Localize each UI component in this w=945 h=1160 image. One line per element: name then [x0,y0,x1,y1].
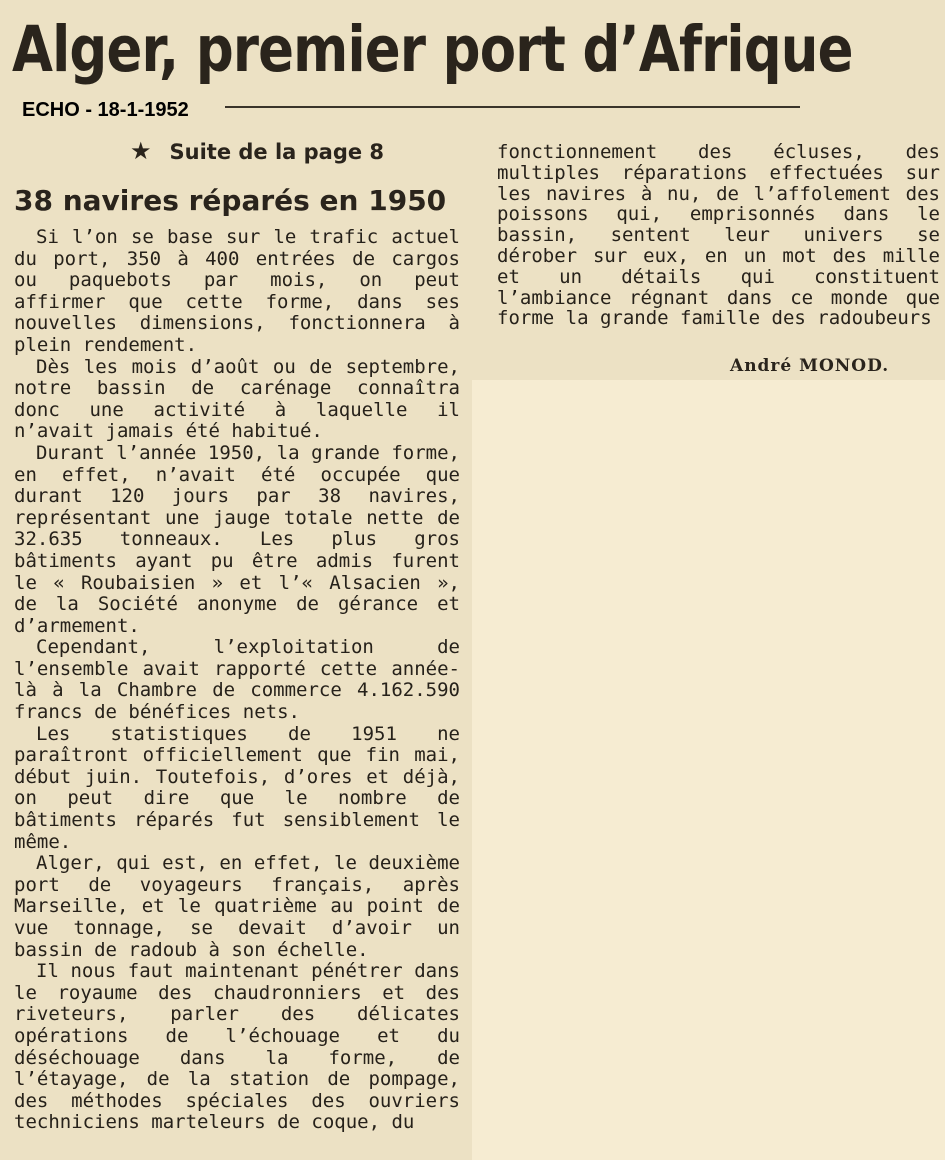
paragraph: Si l’on se base sur le trafic actuel du port, 350 à 400 entrées de cargos ou paquebots par mois, on peut affirmer que cette forme, dans ses nouvelles dimensions, fonctionnera à plein rendement. [14,226,460,356]
paragraph: fonctionnement des écluses, des multiples réparations effectuées sur les navires à nu, de l’affolement des poissons qui, emprisonnés dans le bassin, sentent leur univers se dérober sur eux, en un mot des mille et un détails qui constituent l’ambiance régnant dans ce monde que forme la grande famille des radoubeurs [497,141,940,330]
paragraph: Alger, qui est, en effet, le deuxième port de voyageurs français, après Marseille, et le quatrième au point de vue tonnage, se devait d’avoir un bassin de radoub à son échelle. [14,852,460,961]
paragraph: Les statistiques de 1951 ne paraîtront officiellement que fin mai, début juin. Toutefois, d’ores et déjà, on peut dire que le nombre de bâtiments réparés fut sensiblement le même. [14,722,460,853]
paragraph: Durant l’année 1950, la grande forme, en effet, n’avait été occupée que durant 120 jours par 38 navires, représentant une jauge totale nette de 32.635 tonneaux. Les plus gros bâtiments ayant pu être admis furent le « Roubaisien » et l’« Alsacien », de la Société anonyme de gérance et d’armement. [14,441,460,637]
paragraph: Cependant, l’exploitation de l’ensemble avait rapporté cette année-là à la Chambre de commerce 4.162.590 francs de bénéfices nets. [14,636,460,724]
continued-line [130,136,450,167]
star-icon: ★ [130,137,152,165]
source-caption: ECHO - 18-1-1952 [22,99,189,121]
continued-label: Suite de la page 8 [169,140,385,164]
headline: Alger, premier port d’Afrique [12,13,853,86]
left-column-text [14,227,460,1134]
author-signature: André MONOD. [730,356,890,376]
paragraph: Il nous faut maintenant pénétrer dans le royaume des chaudronniers et des riveteurs, parler des délicates opérations de l’échouage et du déséchouage dans la forme, de l’étayage, de la station de pompage, des méthodes spéciales des ouvriers techniciens marteleurs de coque, du [14,960,460,1134]
headline-rule [225,106,800,108]
right-column-text [497,142,940,329]
paragraph: Dès les mois d’août ou de septembre, notre bassin de carénage connaîtra donc une activité à laquelle il n’avait jamais été habitué. [14,355,460,443]
subheadline: 38 navires réparés en 1950 [14,184,447,217]
